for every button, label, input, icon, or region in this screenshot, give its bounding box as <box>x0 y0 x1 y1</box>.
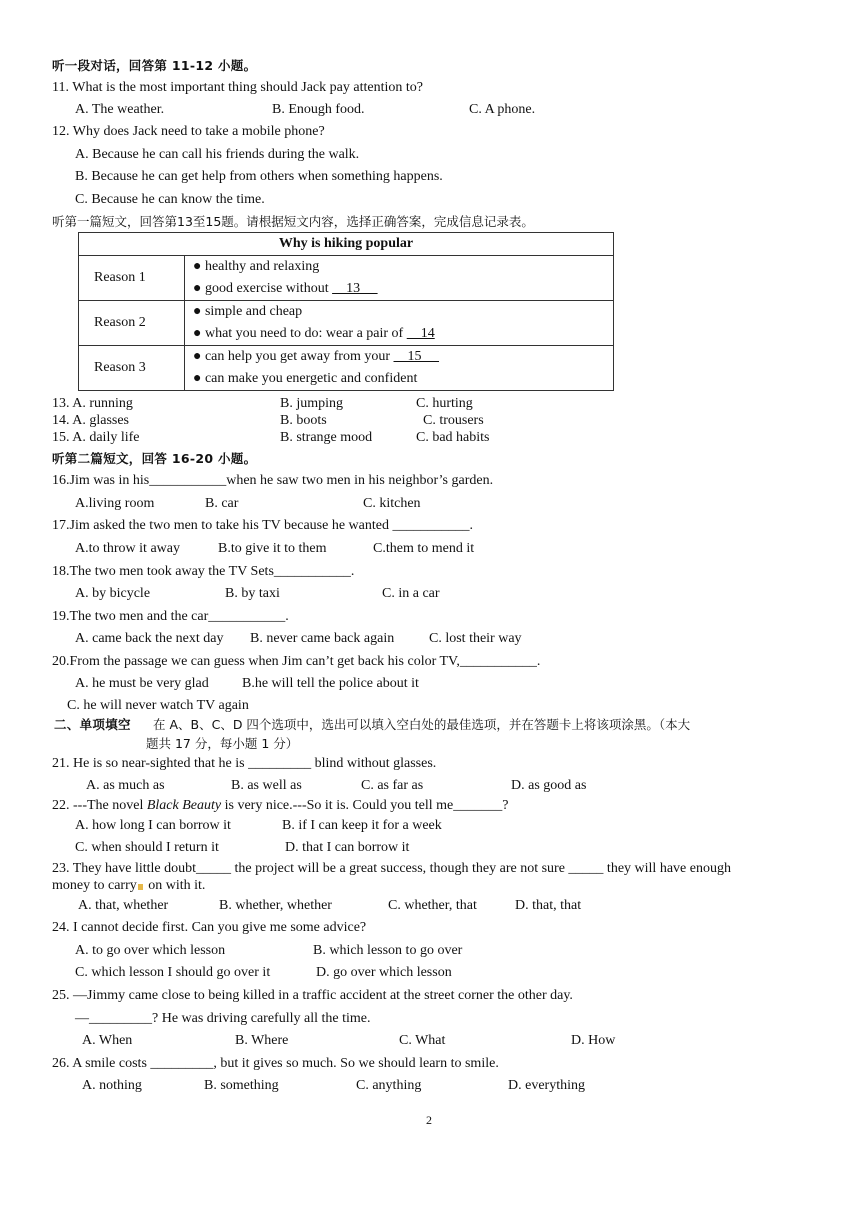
reason-2-bullet-2: ● what you need to do: wear a pair of 14 <box>193 326 435 341</box>
question-26-stem: 26. A smile costs _________, but it gives so much. So we should learn to smile. <box>52 1056 499 1071</box>
info-record-table <box>78 232 614 391</box>
reason-1-label: Reason 1 <box>79 256 185 301</box>
q26-option-b: B. something <box>204 1078 279 1093</box>
reason-2-cell <box>185 301 614 346</box>
q18-option-c: C. in a car <box>382 586 440 601</box>
q23-option-b: B. whether, whether <box>219 898 332 913</box>
q24-option-c: C. which lesson I should go over it <box>75 965 271 980</box>
q15-option-c: C. bad habits <box>416 430 490 445</box>
q21-option-b: B. as well as <box>231 778 302 793</box>
question-17-stem: 17.Jim asked the two men to take his TV because he wanted ___________. <box>52 518 473 533</box>
question-23-stem: 23. They have little doubt_____ the project will be a great success, though they are not sure _____ they will have enough <box>52 861 731 876</box>
q16-option-b: B. car <box>205 496 239 511</box>
q13-option-a: 13. A. running <box>52 396 133 411</box>
question-23-stem-cont: money to carry on with it. <box>52 878 206 893</box>
q13-option-b: B. jumping <box>280 396 344 411</box>
q11-option-b: B. Enough food. <box>272 102 365 117</box>
question-25-reply: —_________? He was driving carefully all the time. <box>75 1011 371 1026</box>
question-18-stem: 18.The two men took away the TV Sets___________. <box>52 564 355 579</box>
q15-option-b: B. strange mood <box>280 430 373 445</box>
q17-option-b: B.to give it to them <box>218 541 327 556</box>
q22-option-d: D. that I can borrow it <box>285 840 410 855</box>
highlight-marker <box>138 884 143 890</box>
reason-1-cell <box>185 256 614 301</box>
q11-option-c: C. A phone. <box>469 102 536 117</box>
q12-option-a: A. Because he can call his friends during the walk. <box>75 147 360 162</box>
reason-2-bullet-1: ● simple and cheap <box>193 304 303 319</box>
q12-option-c: C. Because he can know the time. <box>75 192 265 207</box>
q16-option-a: A.living room <box>75 496 155 511</box>
blank-13: 13 <box>332 281 378 296</box>
reason-1-bullet-1: ● healthy and relaxing <box>193 259 320 274</box>
q14-option-c: C. trousers <box>423 413 484 428</box>
q26-option-c: C. anything <box>356 1078 422 1093</box>
q17-option-c: C.them to mend it <box>373 541 475 556</box>
q20-option-c: C. he will never watch TV again <box>67 698 249 713</box>
q13-option-c: C. hurting <box>416 396 473 411</box>
q18-option-a: A. by bicycle <box>75 586 151 601</box>
reason-1-bullet-2: ● good exercise without 13 <box>193 281 378 296</box>
question-25-stem: 25. —Jimmy came close to being killed in a traffic accident at the street corner the other day. <box>52 988 573 1003</box>
question-16-stem: 16.Jim was in his___________when he saw two men in his neighbor’s garden. <box>52 473 494 488</box>
q16-option-c: C. kitchen <box>363 496 421 511</box>
question-12-stem: 12. Why does Jack need to take a mobile phone? <box>52 124 325 139</box>
q22-option-a: A. how long I can borrow it <box>75 818 231 833</box>
section-instruction-line-1: 在 A、B、C、D 四个选项中，选出可以填入空白处的最佳选项，并在答题卡上将该项涂黑。（本大 <box>153 717 691 732</box>
q19-option-b: B. never came back again <box>250 631 395 646</box>
section-title-single-choice: 二、单项填空 <box>54 717 131 732</box>
q26-option-a: A. nothing <box>82 1078 142 1093</box>
question-24-stem: 24. I cannot decide first. Can you give me some advice? <box>52 920 367 935</box>
question-11-stem: 11. What is the most important thing should Jack pay attention to? <box>52 80 423 95</box>
reason-3-label: Reason 3 <box>79 346 185 391</box>
q14-option-a: 14. A. glasses <box>52 413 129 428</box>
q21-option-a: A. as much as <box>86 778 165 793</box>
q25-option-d: D. How <box>571 1033 616 1048</box>
q12-option-b: B. Because he can get help from others when something happens. <box>75 169 443 184</box>
q15-option-a: 15. A. daily life <box>52 430 140 445</box>
q19-option-a: A. came back the next day <box>75 631 224 646</box>
table-title: Why is hiking popular <box>79 233 614 256</box>
question-22-stem: 22. ---The novel Black Beauty is very nice.---So it is. Could you tell me_______? <box>52 798 509 813</box>
section-heading-11-12: 听一段对话，回答第 11-12 小题。 <box>52 58 257 73</box>
q22-option-b: B. if I can keep it for a week <box>282 818 442 833</box>
q23-option-c: C. whether, that <box>388 898 477 913</box>
q20-option-a: A. he must be very glad <box>75 676 209 691</box>
q26-option-d: D. everything <box>508 1078 585 1093</box>
reason-3-bullet-2: ● can make you energetic and confident <box>193 371 418 386</box>
reason-3-cell <box>185 346 614 391</box>
q17-option-a: A.to throw it away <box>75 541 180 556</box>
q19-option-c: C. lost their way <box>429 631 522 646</box>
question-21-stem: 21. He is so near-sighted that he is _________ blind without glasses. <box>52 756 437 771</box>
q24-option-b: B. which lesson to go over <box>313 943 463 958</box>
q24-option-a: A. to go over which lesson <box>75 943 226 958</box>
blank-14: 14 <box>406 326 435 341</box>
q21-option-c: C. as far as <box>361 778 424 793</box>
q21-option-d: D. as good as <box>511 778 587 793</box>
q14-option-b: B. boots <box>280 413 327 428</box>
reason-3-bullet-1: ● can help you get away from your 15 <box>193 349 440 364</box>
reason-2-label: Reason 2 <box>79 301 185 346</box>
q25-option-a: A. When <box>82 1033 133 1048</box>
section-heading-16-20: 听第二篇短文，回答 16-20 小题。 <box>52 451 257 466</box>
q24-option-d: D. go over which lesson <box>316 965 452 980</box>
q23-option-d: D. that, that <box>515 898 582 913</box>
q22-option-c: C. when should I return it <box>75 840 219 855</box>
q25-option-b: B. Where <box>235 1033 289 1048</box>
q25-option-c: C. What <box>399 1033 446 1048</box>
section-instruction-line-2: 题共 17 分，每小题 1 分） <box>146 736 299 751</box>
q20-option-b: B.he will tell the police about it <box>242 676 419 691</box>
q11-option-a: A. The weather. <box>75 102 165 117</box>
question-20-stem: 20.From the passage we can guess when Jim can’t get back his color TV,___________. <box>52 654 541 669</box>
question-19-stem: 19.The two men and the car___________. <box>52 609 289 624</box>
book-title: Black Beauty <box>146 798 222 813</box>
q18-option-b: B. by taxi <box>225 586 280 601</box>
page-number: 2 <box>426 1113 432 1127</box>
section-heading-13-15: 听第一篇短文，回答第13至15题。请根据短文内容，选择正确答案，完成信息记录表。 <box>52 214 534 229</box>
blank-15: 15 <box>393 349 440 364</box>
q23-option-a: A. that, whether <box>78 898 169 913</box>
